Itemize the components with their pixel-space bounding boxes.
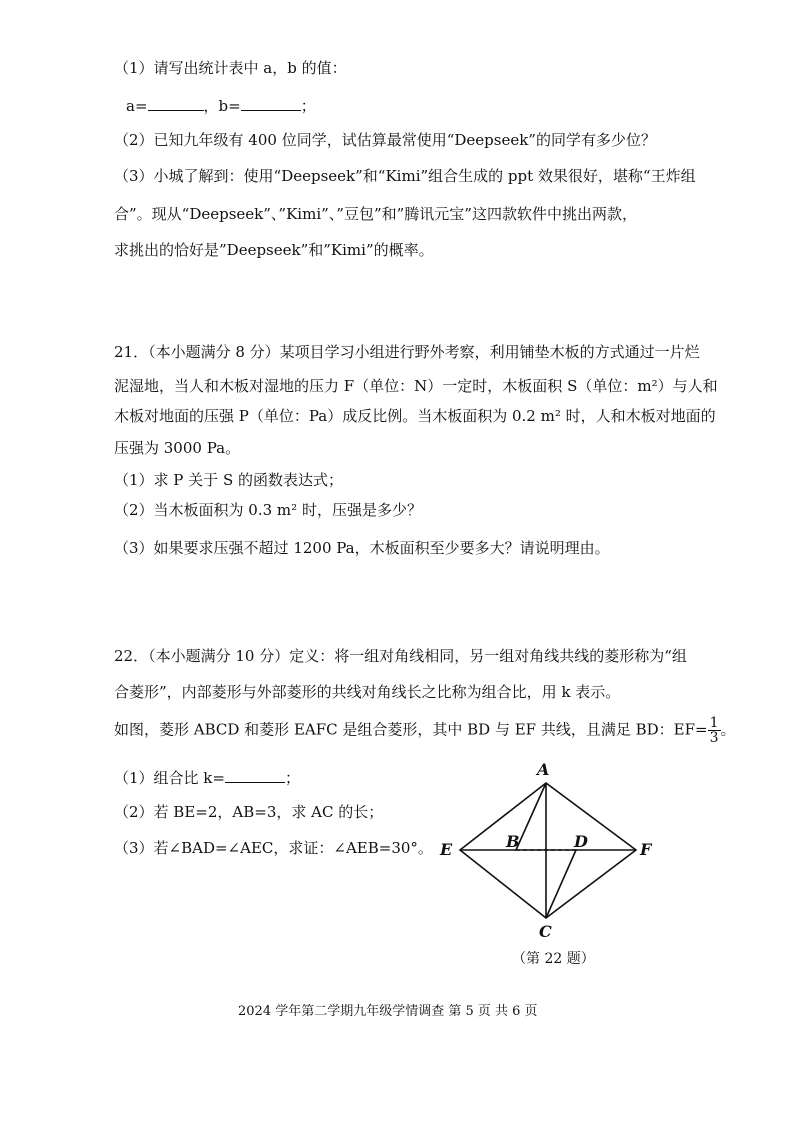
q20-part3-line1: （3）小城了解到：使用“Deepseek”和“Kimi”组合生成的 ppt 效果很好，堪称“王炸组: [114, 167, 696, 185]
q20-b-blank[interactable]: [241, 94, 301, 111]
q20-answer-line: [126, 94, 316, 116]
figure-caption: （第 22 题）: [512, 951, 595, 967]
label-A: A: [537, 760, 550, 779]
q21-part3: （3）如果要求压强不超过 1200 Pa，木板面积至少要多大？请说明理由。: [114, 539, 610, 557]
q22-part3: （3）若∠BAD=∠AEC，求证：∠AEB=30°。: [114, 839, 433, 857]
q20-end: ；: [300, 97, 316, 115]
q22-stem-line2: 合菱形”，内部菱形与外部菱形的共线对角线长之比称为组合比，用 k 表示。: [114, 683, 621, 701]
q20-a-label: a=: [126, 97, 148, 115]
rhombus-figure: [430, 760, 670, 980]
q20-part3-line3: 求挑出的恰好是”Deepseek”和”Kimi”的概率。: [114, 241, 434, 259]
q22-part1-end: ；: [284, 769, 300, 787]
q22-part2: （2）若 BE=2，AB=3，求 AC 的长；: [114, 803, 384, 821]
q22-k-blank[interactable]: [225, 766, 285, 783]
q21-stem-line1: 21．（本小题满分 8 分）某项目学习小组进行野外考察，利用铺垫木板的方式通过一片烂: [114, 343, 700, 361]
q21-stem-line2: 泥湿地，当人和木板对湿地的压力 F（单位：N）一定时，木板面积 S（单位：m²）与人和: [114, 377, 718, 395]
fraction-one-third: [708, 716, 721, 745]
fraction-denominator: 3: [709, 730, 719, 746]
label-E: E: [440, 840, 453, 859]
rhombus-diagram: [430, 760, 670, 980]
q20-part3-line2: 合”。现从“Deepseek”、”Kimi”、”豆包”和”腾讯元宝”这四款软件中挑出两款，: [114, 205, 637, 223]
label-B: B: [506, 832, 520, 851]
fraction-numerator: 1: [709, 715, 719, 731]
label-D: D: [574, 832, 588, 851]
q21-part1: （1）求 P 关于 S 的函数表达式；: [114, 471, 343, 489]
q22-stem-line3-text: 如图，菱形 ABCD 和菱形 EAFC 是组合菱形，其中 BD 与 EF 共线，且满足 BD：EF=: [114, 720, 708, 739]
q20-a-blank[interactable]: [148, 94, 204, 111]
q22-part1-text: （1）组合比 k=: [114, 769, 225, 787]
q20-b-label: b=: [218, 97, 241, 115]
page-footer: 2024 学年第二学期九年级学情调查 第 5 页 共 6 页: [238, 1004, 538, 1019]
q22-stem-line3-end: 。: [720, 720, 736, 739]
q20-part1: （1）请写出统计表中 a，b 的值：: [114, 59, 347, 77]
q21-stem-line4: 压强为 3000 Pa。: [114, 439, 241, 457]
q20-part2: （2）已知九年级有 400 位同学，试估算最常使用“Deepseek”的同学有多少位？: [114, 131, 656, 149]
q22-stem-line1: 22．（本小题满分 10 分）定义：将一组对角线相同，另一组对角线共线的菱形称为“组: [114, 647, 687, 665]
q21-part2: （2）当木板面积为 0.3 m² 时，压强是多少？: [114, 501, 422, 519]
q22-stem-line3: [114, 716, 736, 745]
q21-stem-line3: 木板对地面的压强 P（单位：Pa）成反比例。当木板面积为 0.2 m² 时，人和木板对地面的: [114, 407, 716, 425]
label-C: C: [539, 922, 552, 941]
q22-part1: [114, 766, 300, 788]
label-F: F: [640, 840, 652, 859]
q20-sep: ，: [203, 97, 219, 115]
